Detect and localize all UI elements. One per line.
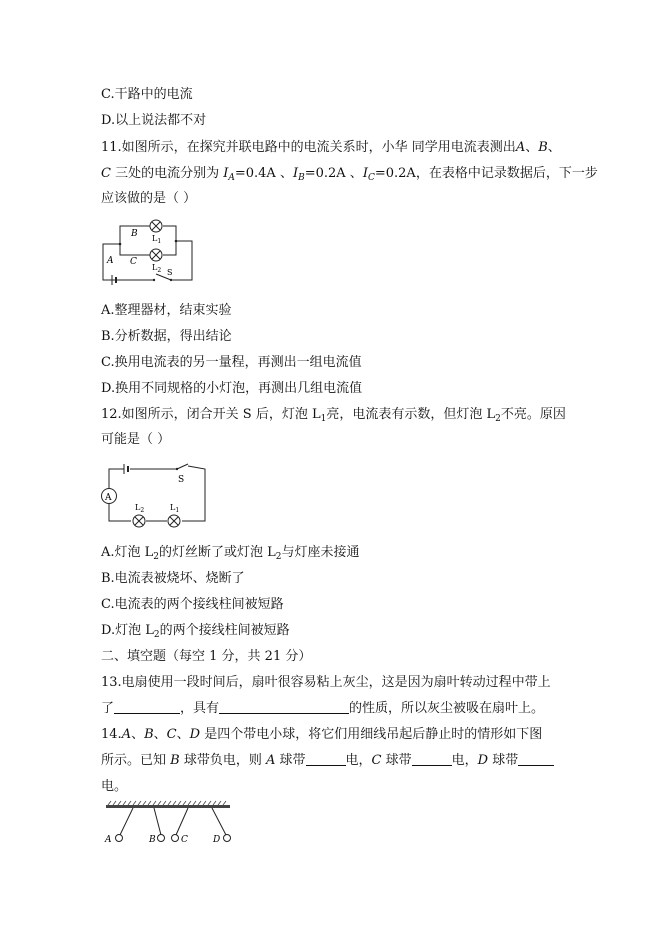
q14-label-a: A	[105, 835, 112, 845]
q14-label-c: C	[181, 835, 188, 845]
q11-label-b: B	[131, 229, 138, 239]
q14-blank-c[interactable]	[412, 752, 452, 766]
svg-text:A: A	[105, 493, 112, 503]
q13-line-2: 了 ，具有 的性质，所以灰尘被吸在扇叶上。	[101, 701, 545, 716]
q11-label-a: A	[107, 256, 114, 266]
q14-label-b: B	[149, 835, 156, 845]
ball-b-icon	[158, 835, 165, 842]
q12-label-s: S	[178, 475, 185, 485]
q11-option-b: B.分析数据，得出结论	[101, 329, 232, 344]
q13-blank-2[interactable]	[219, 700, 349, 714]
ball-c-icon	[172, 835, 179, 842]
lamp-l1-icon	[150, 220, 162, 232]
q12-option-d: D.灯泡 $L_2$的两个接线柱间被短路	[101, 623, 290, 640]
q12-option-a: A.灯泡 $L_2$的灯丝断了或灯泡 $L_2$与灯座未接通	[101, 545, 360, 562]
q14-label-d: D	[213, 835, 221, 845]
q14-line-1: 14.A、B、C、D 是四个带电小球，将它们用细线吊起后静止时的情形如下图	[101, 727, 543, 742]
q11-label-l2: $L_2$	[152, 263, 162, 274]
ball-d-icon	[224, 835, 231, 842]
battery-icon	[124, 464, 128, 474]
q12-label-l2: $L_2$	[135, 503, 145, 514]
q12-line-2: 可能是（ ）	[101, 432, 171, 447]
q14-line-3: 电。	[101, 779, 128, 794]
q12-line-1: 12.如图所示，闭合开关 S 后，灯泡 $L_1$亮，电流表有示数，但灯泡 $L_2$不亮。原因	[101, 407, 566, 424]
q11-label-s: S	[167, 268, 173, 277]
lamp-l2-icon	[150, 249, 162, 261]
lamp-l1-icon	[168, 515, 180, 527]
q12-option-c: C.电流表的两个接线柱间被短路	[101, 597, 284, 612]
q11-line-3: 应该做的是（ ）	[101, 191, 197, 206]
ammeter-icon	[102, 489, 117, 504]
q11-option-d: D.换用不同规格的小灯泡，再测出几组电流值	[101, 381, 363, 396]
q14-line-2: 所示。已知 B 球带负电，则 A 球带 电，C 球带 电，D 球带	[101, 752, 554, 769]
q12-option-b: B.电流表被烧坏、烧断了	[101, 571, 245, 586]
q11-label-c: C	[130, 257, 137, 267]
ceiling-hatch	[106, 801, 230, 808]
lamp-l2-icon	[133, 515, 145, 527]
prev-option-c: C.干路中的电流	[101, 87, 193, 102]
section-heading: 二、填空题（每空 1 分，共 21 分）	[101, 649, 312, 664]
q12-label-l1: $L_1$	[170, 503, 180, 514]
prev-option-d: D.以上说法都不对	[101, 113, 207, 128]
q12-circuit-diagram	[100, 460, 212, 528]
q11-circuit-diagram	[98, 214, 202, 286]
q11-option-c: C.换用电流表的另一量程，再测出一组电流值	[101, 355, 362, 370]
q11-line-1: 11.如图所示，在探究并联电路中的电流关系时，小华 同学用电流表测出A、B、	[101, 140, 561, 155]
q13-line-1: 13.电扇使用一段时间后，扇叶很容易粘上灰尘，这是因为扇叶转动过程中带上	[101, 675, 551, 690]
q14-blank-d[interactable]	[518, 752, 554, 766]
q11-line-2: C 三处的电流分别为 $I_A=0.4A$ 、$I_B=0.2A$ 、$I_C=0.2A$，在表格中记录数据后，下一步	[101, 166, 598, 183]
ball-a-icon	[116, 835, 123, 842]
switch-contact-icon	[153, 279, 155, 281]
q11-label-l1: $L_1$	[152, 234, 162, 245]
q14-blank-a[interactable]	[306, 752, 346, 766]
q11-option-a: A.整理器材，结束实验	[101, 303, 232, 318]
q13-blank-1[interactable]	[114, 700, 180, 714]
q14-hanging-balls-diagram	[100, 800, 236, 850]
